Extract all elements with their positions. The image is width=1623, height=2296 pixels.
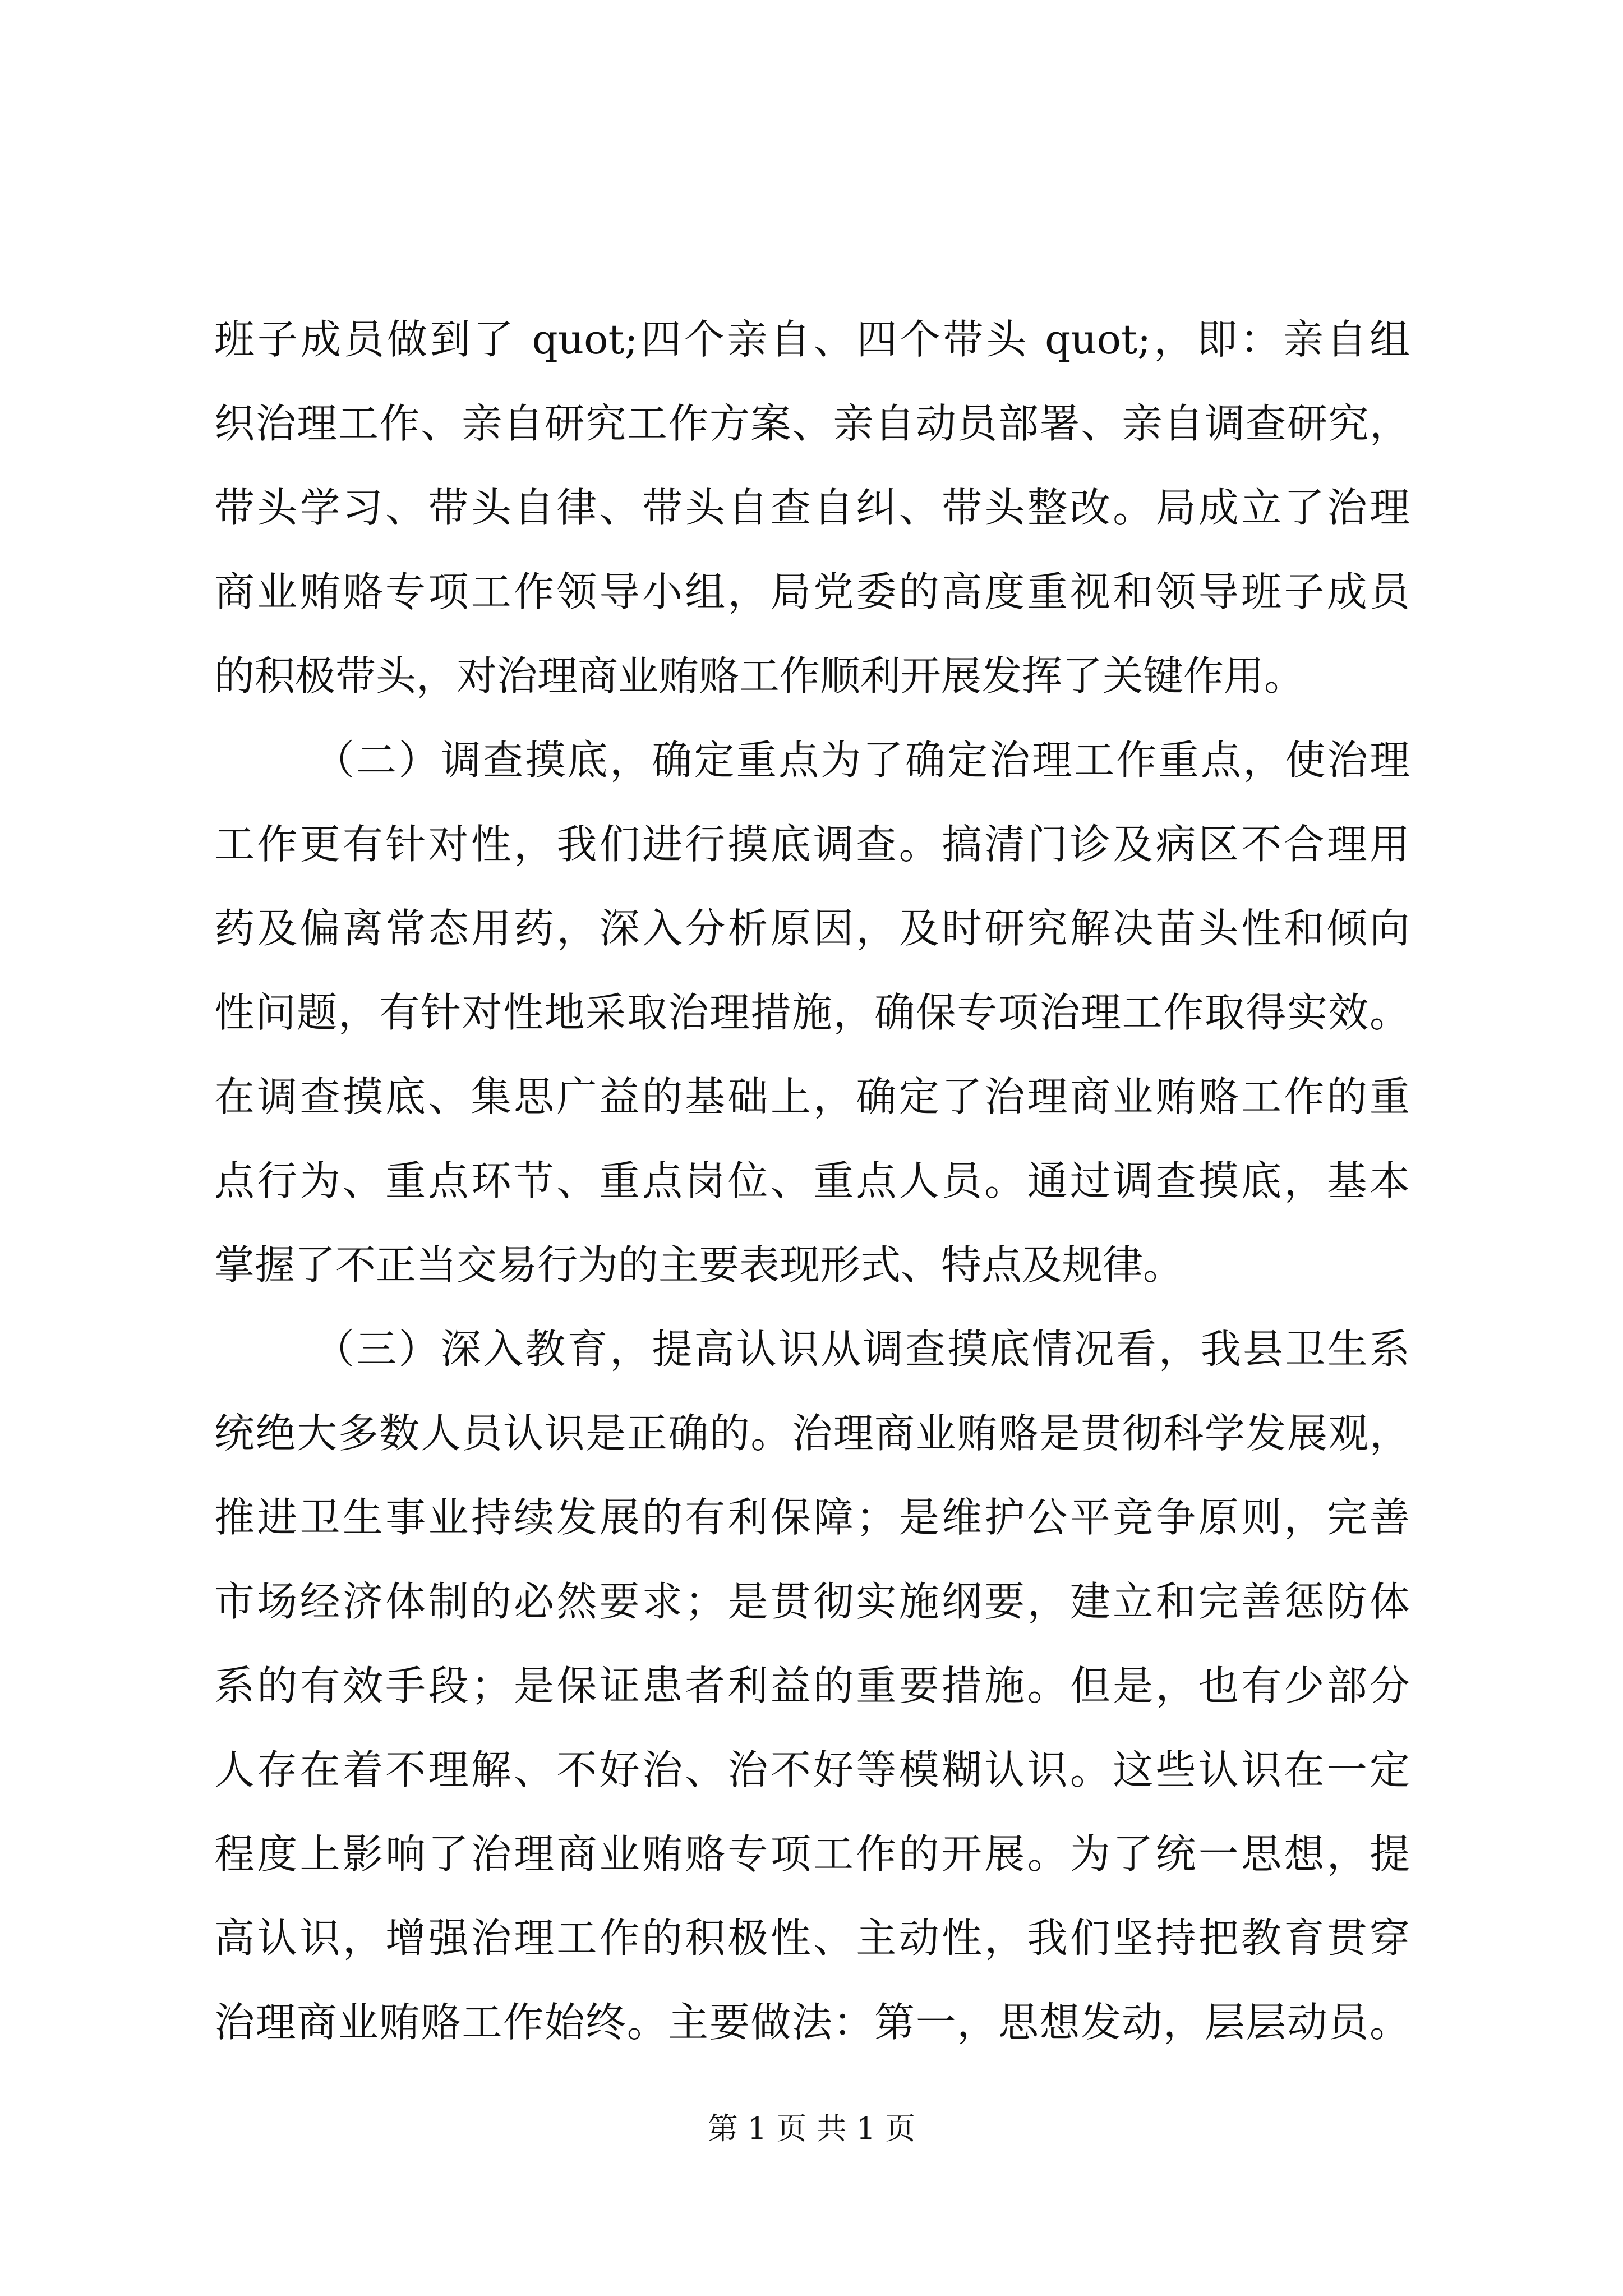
text-line: 点行为、重点环节、重点岗位、重点人员。通过调查摸底，基本	[214, 1157, 1410, 1204]
text-line: 高认识，增强治理工作的积极性、主动性，我们坚持把教育贯穿	[214, 1915, 1410, 1962]
text-line: 掌握了不正当交易行为的主要表现形式、特点及规律。	[214, 1241, 1184, 1289]
text-line: 的积极带头，对治理商业贿赂工作顺利开展发挥了关键作用。	[214, 652, 1305, 700]
section-heading-line: （三）深入教育，提高认识从调查摸底情况看，我县卫生系	[314, 1326, 1410, 1373]
text-line: 治理商业贿赂工作始终。主要做法：第一，思想发动，层层动员。	[214, 1999, 1410, 2046]
text-line: 工作更有针对性，我们进行摸底调查。搞清门诊及病区不合理用	[214, 821, 1410, 868]
text-line: 在调查摸底、集思广益的基础上，确定了治理商业贿赂工作的重	[214, 1073, 1410, 1120]
page-number-footer: 第 1 页 共 1 页	[707, 2111, 916, 2146]
text-line: 系的有效手段；是保证患者利益的重要措施。但是，也有少部分	[214, 1662, 1410, 1709]
text-line: 织治理工作、亲自研究工作方案、亲自动员部署、亲自调查研究，	[214, 400, 1410, 447]
text-line: 性问题，有针对性地采取治理措施，确保专项治理工作取得实效。	[214, 989, 1410, 1036]
text-line: 程度上影响了治理商业贿赂专项工作的开展。为了统一思想，提	[214, 1830, 1410, 1878]
text-line: 药及偏离常态用药，深入分析原因，及时研究解决苗头性和倾向	[214, 905, 1410, 952]
text-line: 人存在着不理解、不好治、治不好等模糊认识。这些认识在一定	[214, 1746, 1410, 1793]
text-line: 统绝大多数人员认识是正确的。治理商业贿赂是贯彻科学发展观，	[214, 1410, 1410, 1457]
text-line: 带头学习、带头自律、带头自查自纠、带头整改。局成立了治理	[214, 484, 1410, 531]
text-line: 市场经济体制的必然要求；是贯彻实施纲要，建立和完善惩防体	[214, 1578, 1410, 1625]
section-heading-line: （二）调查摸底，确定重点为了确定治理工作重点，使治理	[314, 737, 1410, 784]
text-line: 推进卫生事业持续发展的有利保障；是维护公平竞争原则，完善	[214, 1494, 1410, 1541]
text-line: 班子成员做到了 quot;四个亲自、四个带头 quot;，即：亲自组	[214, 316, 1410, 363]
text-line: 商业贿赂专项工作领导小组，局党委的高度重视和领导班子成员	[214, 568, 1410, 615]
